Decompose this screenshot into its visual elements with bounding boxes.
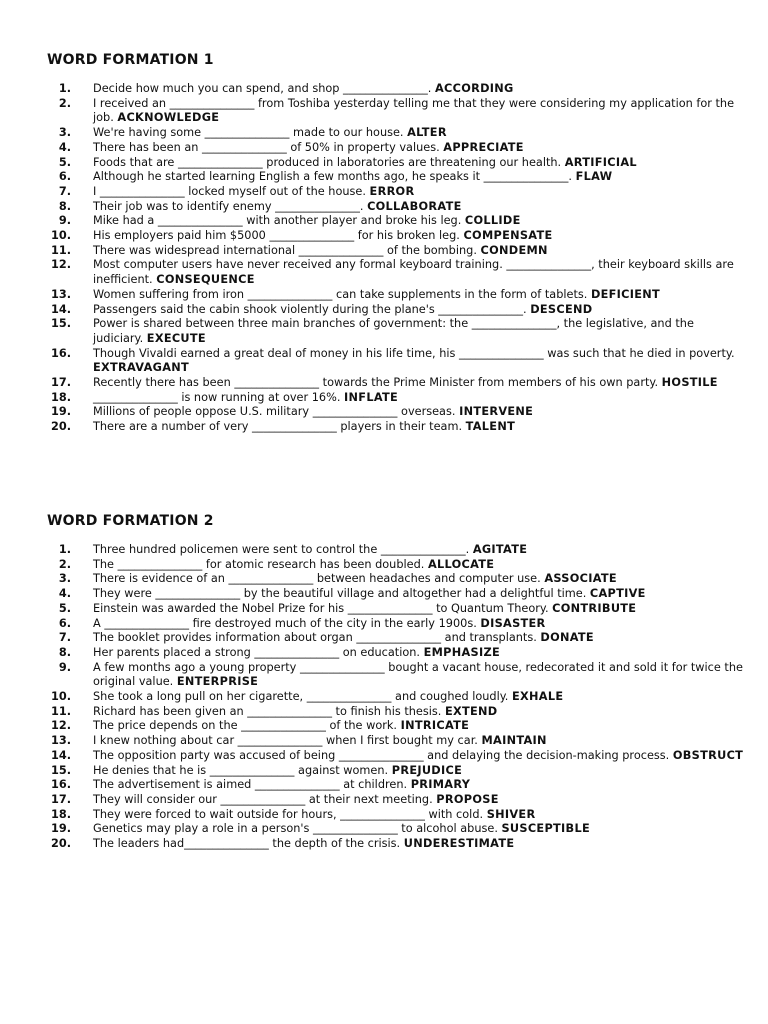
exercise-item <box>47 244 747 259</box>
item-number: 1. <box>58 543 71 556</box>
item-sentence: Millions of people oppose U.S. military _______________ overseas. <box>93 405 456 419</box>
item-sentence: The advertisement is aimed _______________ at children. <box>93 778 408 792</box>
base-word: ERROR <box>369 184 415 198</box>
item-sentence: There is evidence of an _______________ between headaches and computer use. <box>93 572 541 586</box>
item-sentence-container <box>93 126 747 141</box>
item-number: 16. <box>50 346 71 360</box>
base-word: PRIMARY <box>410 778 471 792</box>
item-number: 19. <box>50 405 71 419</box>
item-sentence: Einstein was awarded the Nobel Prize for his _______________ to Quantum Theory. <box>93 601 549 615</box>
word-formation-1-section <box>47 50 747 435</box>
exercise-item <box>47 376 747 391</box>
base-word: COMPENSATE <box>463 229 553 243</box>
item-sentence: A _______________ fire destroyed much of the city in the early 1900s. <box>93 616 477 630</box>
item-sentence-container <box>93 200 747 215</box>
item-number: 19. <box>50 822 71 836</box>
exercise-item <box>47 420 747 435</box>
item-sentence: Mike had a _______________ with another player and broke his leg. <box>93 214 462 228</box>
item-number: 14. <box>50 302 71 316</box>
exercise-item <box>47 778 747 793</box>
item-sentence-container <box>93 156 747 171</box>
item-number: 6. <box>58 616 71 630</box>
exercise-item <box>47 303 747 318</box>
base-word: ASSOCIATE <box>544 572 617 586</box>
item-sentence: Genetics may play a role in a person's _______________ to alcohol abuse. <box>93 822 498 836</box>
item-sentence-container <box>93 705 747 720</box>
item-sentence-container <box>93 288 747 303</box>
base-word: SUSCEPTIBLE <box>501 822 590 836</box>
item-number: 11. <box>50 704 71 718</box>
item-number: 15. <box>50 317 71 331</box>
item-number: 17. <box>50 376 71 390</box>
item-sentence: The booklet provides information about organ _______________ and transplants. <box>93 631 537 645</box>
base-word: FLAW <box>575 170 613 184</box>
base-word: OBSTRUCT <box>672 748 744 762</box>
exercise-item <box>47 719 747 734</box>
item-number: 8. <box>58 645 71 659</box>
item-number: 2. <box>58 96 71 110</box>
exercise-item <box>47 808 747 823</box>
base-word: ENTERPRISE <box>176 675 259 689</box>
item-sentence: They were forced to wait outside for hours, _______________ with cold. <box>93 807 484 821</box>
item-sentence: A few months ago a young property _______________ bought a vacant house, redecorated it and sold it for twice the original value. <box>93 660 743 689</box>
item-sentence: We're having some _______________ made to our house. <box>93 126 404 140</box>
base-word: INFLATE <box>344 390 399 404</box>
section-title: WORD FORMATION 1 <box>47 52 214 68</box>
item-sentence-container <box>93 631 747 646</box>
base-word: AGITATE <box>472 543 528 556</box>
base-word: COLLIDE <box>464 214 521 228</box>
item-sentence-container <box>93 214 747 229</box>
exercise-item <box>47 822 747 837</box>
item-number: 12. <box>50 258 71 272</box>
section-title: WORD FORMATION 2 <box>47 513 214 529</box>
item-sentence: Decide how much you can spend, and shop _______________. <box>93 82 432 95</box>
item-sentence-container <box>93 229 747 244</box>
item-sentence: Recently there has been _______________ towards the Prime Minister from members of his own party. <box>93 376 659 390</box>
base-word: EXTEND <box>444 704 498 718</box>
item-sentence: Three hundred policemen were sent to control the _______________. <box>93 543 470 556</box>
exercise-item <box>47 258 747 287</box>
item-number: 18. <box>50 390 71 404</box>
exercise-item <box>47 141 747 156</box>
item-sentence: I received an _______________ from Toshiba yesterday telling me that they were considering my application for the job. <box>93 96 735 125</box>
exercise-item <box>47 661 747 690</box>
item-sentence-container <box>93 808 747 823</box>
item-sentence-container <box>93 405 747 420</box>
item-number: 2. <box>58 557 71 571</box>
item-sentence: He denies that he is _______________ against women. <box>93 763 389 777</box>
exercise-item <box>47 405 747 420</box>
item-sentence-container <box>93 690 747 705</box>
item-sentence-container <box>93 587 747 602</box>
base-word: INTERVENE <box>459 405 534 419</box>
item-sentence-container <box>93 617 747 632</box>
base-word: CONSEQUENCE <box>156 273 255 287</box>
base-word: PROPOSE <box>436 792 499 806</box>
base-word: MAINTAIN <box>481 734 547 748</box>
item-sentence: His employers paid him $5000 _______________ for his broken leg. <box>93 229 460 243</box>
item-sentence: I knew nothing about car _______________ when I first bought my car. <box>93 734 478 748</box>
base-word: ARTIFICIAL <box>564 155 637 169</box>
item-number: 14. <box>50 748 71 762</box>
base-word: PREJUDICE <box>391 763 463 777</box>
base-word: CONTRIBUTE <box>552 601 637 615</box>
item-sentence: They will consider our _______________ at their next meeting. <box>93 792 433 806</box>
item-sentence-container <box>93 347 747 376</box>
item-sentence: Most computer users have never received any formal keyboard training. _______________, their keyboard skills are inefficient. <box>93 258 734 287</box>
item-number: 3. <box>58 126 71 140</box>
base-word: EXHALE <box>512 690 564 704</box>
item-number: 10. <box>50 690 71 704</box>
item-sentence: Women suffering from iron _______________ can take supplements in the form of tablets. <box>93 287 588 301</box>
item-sentence: Though Vivaldi earned a great deal of money in his life time, his _______________ was such that he died in poverty. <box>93 346 735 360</box>
base-word: APPRECIATE <box>443 140 524 154</box>
item-sentence-container <box>93 646 747 661</box>
exercise-item <box>47 229 747 244</box>
item-number: 15. <box>50 763 71 777</box>
item-number: 20. <box>50 420 71 434</box>
exercise-item <box>47 347 747 376</box>
base-word: CONDEMN <box>480 243 548 257</box>
item-sentence: Richard has been given an _______________ to finish his thesis. <box>93 704 442 718</box>
base-word: EMPHASIZE <box>423 645 501 659</box>
item-number: 4. <box>58 140 71 154</box>
exercise-item <box>47 793 747 808</box>
exercise-item <box>47 734 747 749</box>
item-sentence-container <box>93 376 747 391</box>
item-number: 9. <box>58 660 71 674</box>
item-sentence-container <box>93 749 747 764</box>
base-word: COLLABORATE <box>367 199 462 213</box>
exercise-item <box>47 543 747 558</box>
item-sentence-container <box>93 244 747 259</box>
exercise-item <box>47 214 747 229</box>
exercise-item <box>47 646 747 661</box>
base-word: ALLOCATE <box>427 557 495 571</box>
exercise-item <box>47 82 747 97</box>
item-sentence-container <box>93 822 747 837</box>
exercise-item <box>47 156 747 171</box>
item-number: 7. <box>58 631 71 645</box>
item-sentence: The opposition party was accused of being _______________ and delaying the decision-making process. <box>93 748 670 762</box>
item-sentence-container <box>93 82 747 97</box>
item-number: 8. <box>58 199 71 213</box>
exercise-item <box>47 200 747 215</box>
item-sentence-container <box>93 764 747 779</box>
base-word: ACKNOWLEDGE <box>117 111 220 125</box>
item-sentence-container <box>93 303 747 318</box>
exercise-item <box>47 837 747 852</box>
item-sentence: The leaders had_______________ the depth of the crisis. <box>93 837 401 851</box>
exercise-item <box>47 97 747 126</box>
item-number: 9. <box>58 214 71 228</box>
base-word: EXTRAVAGANT <box>93 361 190 375</box>
base-word: UNDERESTIMATE <box>403 837 515 851</box>
base-word: DESCEND <box>530 302 593 316</box>
item-sentence: Foods that are _______________ produced in laboratories are threatening our health. <box>93 155 562 169</box>
exercise-item <box>47 602 747 617</box>
base-word: HOSTILE <box>661 376 718 390</box>
item-number: 6. <box>58 170 71 184</box>
base-word: TALENT <box>465 420 516 434</box>
item-sentence-container <box>93 734 747 749</box>
item-number: 20. <box>50 837 71 851</box>
base-word: INTRICATE <box>400 719 470 733</box>
item-sentence-container <box>93 837 747 852</box>
item-sentence-container <box>93 391 747 406</box>
base-word: CAPTIVE <box>589 587 646 601</box>
item-number: 12. <box>50 719 71 733</box>
item-sentence: I _______________ locked myself out of the house. <box>93 184 366 198</box>
item-sentence-container <box>93 661 747 690</box>
exercise-item <box>47 572 747 587</box>
exercise-item <box>47 749 747 764</box>
exercise-item <box>47 690 747 705</box>
exercise-item <box>47 288 747 303</box>
item-sentence: There has been an _______________ of 50% in property values. <box>93 140 440 154</box>
item-sentence-container <box>93 317 747 346</box>
base-word: ALTER <box>407 126 447 140</box>
exercise-item <box>47 631 747 646</box>
base-word: ACCORDING <box>434 82 514 95</box>
item-sentence: _______________ is now running at over 16%. <box>93 390 341 404</box>
item-number: 11. <box>50 243 71 257</box>
item-sentence: She took a long pull on her cigarette, _______________ and coughed loudly. <box>93 690 509 704</box>
item-number: 16. <box>50 778 71 792</box>
item-sentence: Passengers said the cabin shook violently during the plane's _______________. <box>93 302 527 316</box>
item-sentence-container <box>93 719 747 734</box>
exercise-item <box>47 587 747 602</box>
item-sentence: They were _______________ by the beautiful village and altogether had a delightful time. <box>93 587 587 601</box>
item-sentence-container <box>93 97 747 126</box>
item-sentence: The price depends on the _______________ of the work. <box>93 719 398 733</box>
item-sentence-container <box>93 602 747 617</box>
item-sentence-container <box>93 170 747 185</box>
base-word: EXECUTE <box>146 331 206 345</box>
item-sentence: Her parents placed a strong _______________ on education. <box>93 645 421 659</box>
item-sentence-container <box>93 572 747 587</box>
exercise-item <box>47 617 747 632</box>
item-sentence-container <box>93 258 747 287</box>
base-word: DISASTER <box>480 616 546 630</box>
base-word: DONATE <box>540 631 594 645</box>
exercise-item <box>47 705 747 720</box>
item-sentence: Power is shared between three main branches of government: the _______________, the legislative, and the judiciary. <box>93 317 694 345</box>
item-sentence-container <box>93 420 747 435</box>
item-number: 18. <box>50 807 71 821</box>
item-number: 13. <box>50 734 71 748</box>
item-number: 10. <box>50 229 71 243</box>
item-sentence: There are a number of very _______________ players in their team. <box>93 420 463 434</box>
item-sentence-container <box>93 141 747 156</box>
exercise-item <box>47 126 747 141</box>
exercise-item <box>47 764 747 779</box>
exercise-list <box>47 543 747 852</box>
exercise-item <box>47 391 747 406</box>
item-sentence: Although he started learning English a few months ago, he speaks it _______________. <box>93 170 572 184</box>
item-number: 5. <box>58 155 71 169</box>
word-formation-2-section <box>47 511 747 852</box>
item-number: 1. <box>58 82 71 95</box>
exercise-item <box>47 558 747 573</box>
item-number: 17. <box>50 792 71 806</box>
item-number: 13. <box>50 287 71 301</box>
exercise-item <box>47 317 747 346</box>
base-word: SHIVER <box>486 807 536 821</box>
item-number: 3. <box>58 572 71 586</box>
exercise-list <box>47 82 747 435</box>
item-sentence: Their job was to identify enemy _______________. <box>93 199 364 213</box>
item-number: 4. <box>58 587 71 601</box>
base-word: DEFICIENT <box>590 287 661 301</box>
item-sentence-container <box>93 793 747 808</box>
item-sentence-container <box>93 185 747 200</box>
exercise-item <box>47 170 747 185</box>
item-sentence: The _______________ for atomic research has been doubled. <box>93 557 425 571</box>
item-number: 7. <box>58 184 71 198</box>
item-sentence: There was widespread international _______________ of the bombing. <box>93 243 477 257</box>
item-sentence-container <box>93 543 747 558</box>
item-sentence-container <box>93 778 747 793</box>
exercise-item <box>47 185 747 200</box>
item-sentence-container <box>93 558 747 573</box>
item-number: 5. <box>58 601 71 615</box>
